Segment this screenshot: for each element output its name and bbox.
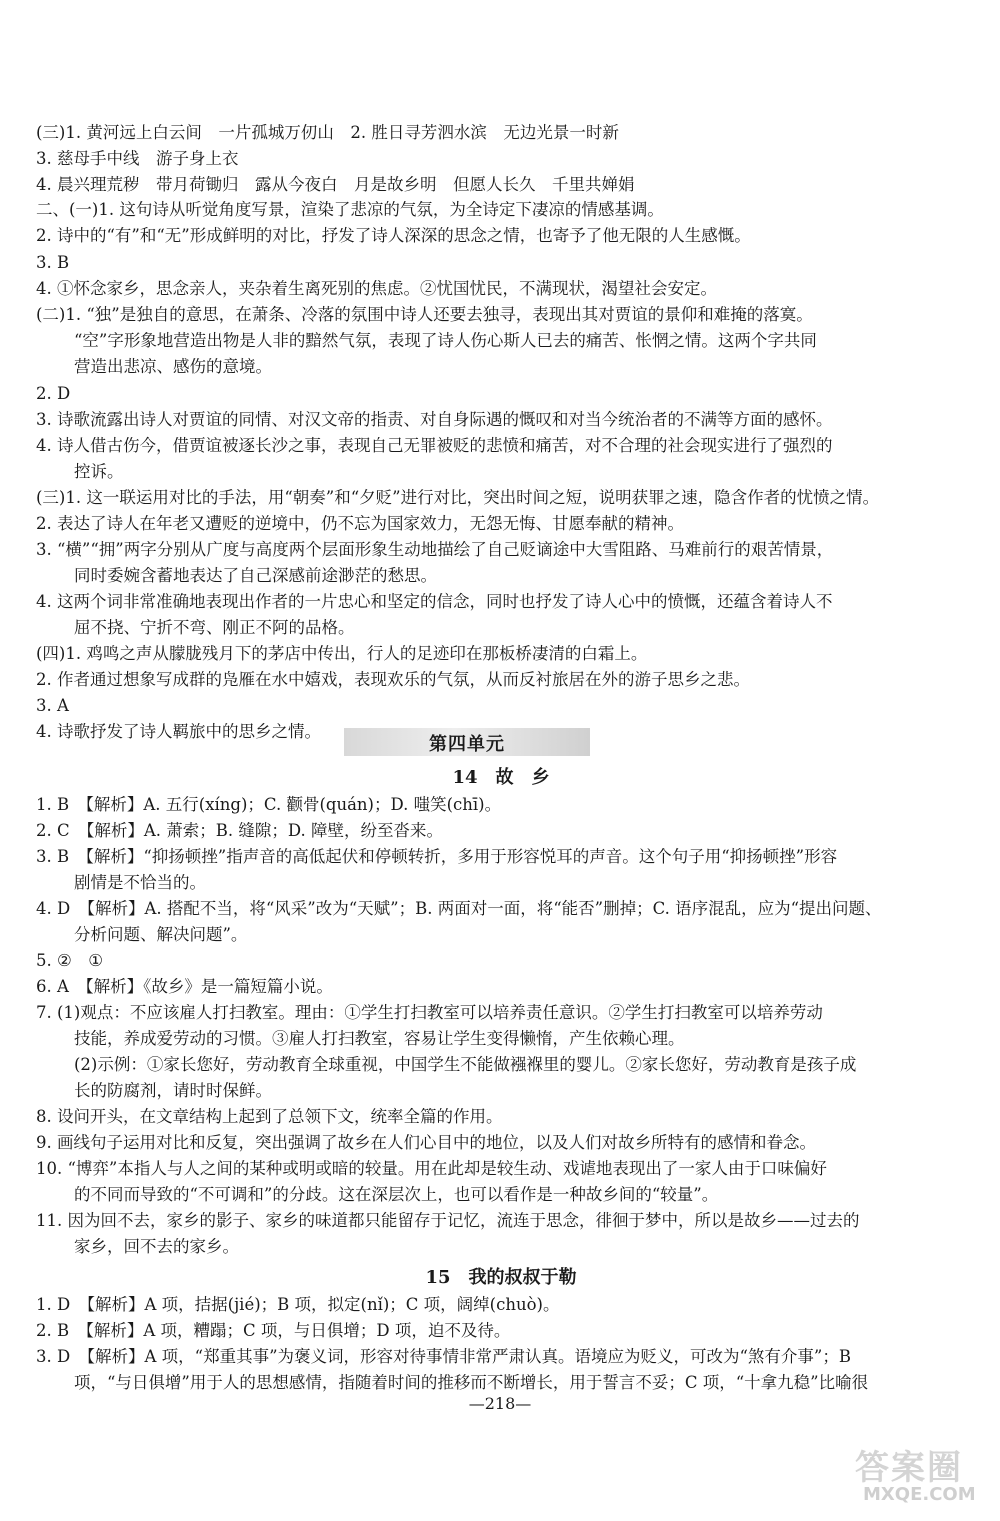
answer-line: 屈不挠、宁折不弯、刚正不阿的品格。 [74,618,355,637]
answer-line: 4. D 【解析】A. 搭配不当，将“风采”改为“天赋”；B. 两面对一面，将“能否”删掉；C. 语序混乱，应为“提出问题、 [36,899,882,918]
answer-line: 3. B [36,253,70,272]
answer-line: 9. 画线句子运用对比和反复，突出强调了故乡在人们心目中的地位，以及人们对故乡所特有的感情和眷念。 [36,1133,816,1152]
answer-line: 技能，养成爱劳动的习惯。③雇人打扫教室，容易让学生变得懒惰，产生依赖心理。 [74,1029,685,1048]
answer-line: 2. 表达了诗人在年老又遭贬的逆境中，仍不忘为国家效力，无怨无悔、甘愿奉献的精神。 [36,514,684,533]
answer-line: 二、(一)1. 这句诗从听觉角度写景，渲染了悲凉的气氛，为全诗定下凄凉的情感基调。 [36,200,664,219]
answer-line: 2. 作者通过想象写成群的凫雁在水中嬉戏，表现欢乐的气氛，从而反衬旅居在外的游子思乡之悲。 [36,670,750,689]
answer-line: 3. “横”“拥”两字分别从广度与高度两个层面形象生动地描绘了自己贬谪途中大雪阻路、马难前行的艰苦情景， [36,540,834,559]
answer-line: (三)1. 黄河远上白云间 一片孤城万仞山 2. 胜日寻芳泗水滨 无边光景一时新 [36,123,619,142]
answer-line: 4. 晨兴理荒秽 带月荷锄归 露从今夜白 月是故乡明 但愿人长久 千里共婵娟 [36,175,635,194]
answer-line: 同时委婉含蓄地表达了自己深感前途渺茫的愁思。 [74,566,437,585]
answer-line: 剧情是不恰当的。 [74,873,206,892]
answer-line: 1. B 【解析】A. 五行(xíng)；C. 颧骨(quán)；D. 嗤笑(chī)。 [36,795,502,814]
answer-line: 2. C 【解析】A. 萧索；B. 缝隙；D. 障壁，纷至沓来。 [36,821,444,840]
answer-line: 3. 诗歌流露出诗人对贾谊的同情、对汉文帝的指责、对自身际遇的慨叹和对当今统治者的不满等方面的感怀。 [36,410,833,429]
answer-line: “空”字形象地营造出物是人非的黯然气氛，表现了诗人伤心斯人已去的痛苦、怅惘之情。这两个字共同 [74,331,817,350]
answer-line: (四)1. 鸡鸣之声从朦胧残月下的茅店中传出，行人的足迹印在那板桥凄清的白霜上。 [36,644,648,663]
answer-line: 家乡，回不去的家乡。 [74,1237,239,1256]
lesson-15-title: 15 我的叔叔于勒 [425,1267,577,1288]
answer-line: 6. A 【解析】《故乡》是一篇短篇小说。 [36,977,333,996]
page-number: —218— [468,1394,532,1413]
answer-line: 的不同而导致的“不可调和”的分歧。这在深层次上，也可以看作是一种故乡间的“较量”。 [74,1185,719,1204]
answer-line: 4. 诗歌抒发了诗人羁旅中的思乡之情。 [36,722,321,741]
answer-line: (三)1. 这一联运用对比的手法，用“朝奏”和“夕贬”进行对比，突出时间之短，说明获罪之速，隐含作者的忧愤之情。 [36,488,880,507]
unit-heading-banner [344,728,590,756]
answer-line: 2. 诗中的“有”和“无”形成鲜明的对比，抒发了诗人深深的思念之情，也寄予了他无限的人生感慨。 [36,226,751,245]
answer-line: 3. B 【解析】“抑扬顿挫”指声音的高低起伏和停顿转折，多用于形容悦耳的声音。这个句子用“抑扬顿挫”形容 [36,847,838,866]
answer-line: 控诉。 [74,462,124,481]
answer-line: 分析问题、解决问题”。 [74,925,248,944]
answer-line: 1. D 【解析】A 项，拮据(jié)；B 项，拟定(nǐ)；C 项，阔绰(chuò)。 [36,1295,560,1314]
answer-line: 2. B 【解析】A 项，糟蹋；C 项，与日俱增；D 项，迫不及待。 [36,1321,511,1340]
answer-line: 4. ①怀念家乡，思念亲人，夹杂着生离死别的焦虑。②忧国忧民，不满现状，渴望社会安定。 [36,279,717,298]
answer-line: 8. 设问开头，在文章结构上起到了总领下文，统率全篇的作用。 [36,1107,503,1126]
answer-line: 2. D [36,384,71,403]
watermark-sub: MXQE.COM [863,1484,976,1505]
answer-line: 10. “博弈”本指人与人之间的某种或明或暗的较量。用在此却是较生动、戏谑地表现出了一家人由于口味偏好 [36,1159,827,1178]
watermark-main: 答案圈 [855,1448,963,1488]
answer-line: 11. 因为回不去，家乡的影子、家乡的味道都只能留存于记忆，流连于思念，徘徊于梦中，所以是故乡——过去的 [36,1211,860,1230]
answer-line: 3. A [36,696,69,715]
watermark-logo [855,1440,985,1510]
answer-line: 4. 诗人借古伤今，借贾谊被逐长沙之事，表现自己无罪被贬的悲愤和痛苦，对不合理的社会现实进行了强烈的 [36,436,833,455]
answer-line: 4. 这两个词非常准确地表现出作者的一片忠心和坚定的信念，同时也抒发了诗人心中的愤慨，还蕴含着诗人不 [36,592,833,611]
lesson-14-title: 14 故 乡 [452,767,550,788]
unit-heading: 第四单元 [429,734,505,755]
answer-line: 3. D 【解析】A 项，“郑重其事”为褒义词，形容对待事情非常严肃认真。语境应为贬义，可改为“煞有介事”；B [36,1347,851,1366]
answer-line: 3. 慈母手中线 游子身上衣 [36,149,239,168]
answer-line: (二)1. “独”是独自的意思，在萧条、冷落的氛围中诗人还要去独寻，表现出其对贾谊的景仰和难掩的落寞。 [36,305,813,324]
answer-line: 5. ② ① [36,951,104,970]
answer-line: (2)示例：①家长您好，劳动教育全球重视，中国学生不能做襁褓里的婴儿。②家长您好，劳动教育是孩子成 [74,1055,857,1074]
answer-line: 7. (1)观点：不应该雇人打扫教室。理由：①学生打扫教室可以培养责任意识。②学生打扫教室可以培养劳动 [36,1003,823,1022]
answer-line: 项，“与日俱增”用于人的思想感情，指随着时间的推移而不断增长，用于誓言不妥；C 项，“十拿九稳”比喻很 [74,1373,869,1392]
answer-line: 营造出悲凉、感伤的意境。 [74,357,272,376]
answer-line: 长的防腐剂，请时时保鲜。 [74,1081,272,1100]
